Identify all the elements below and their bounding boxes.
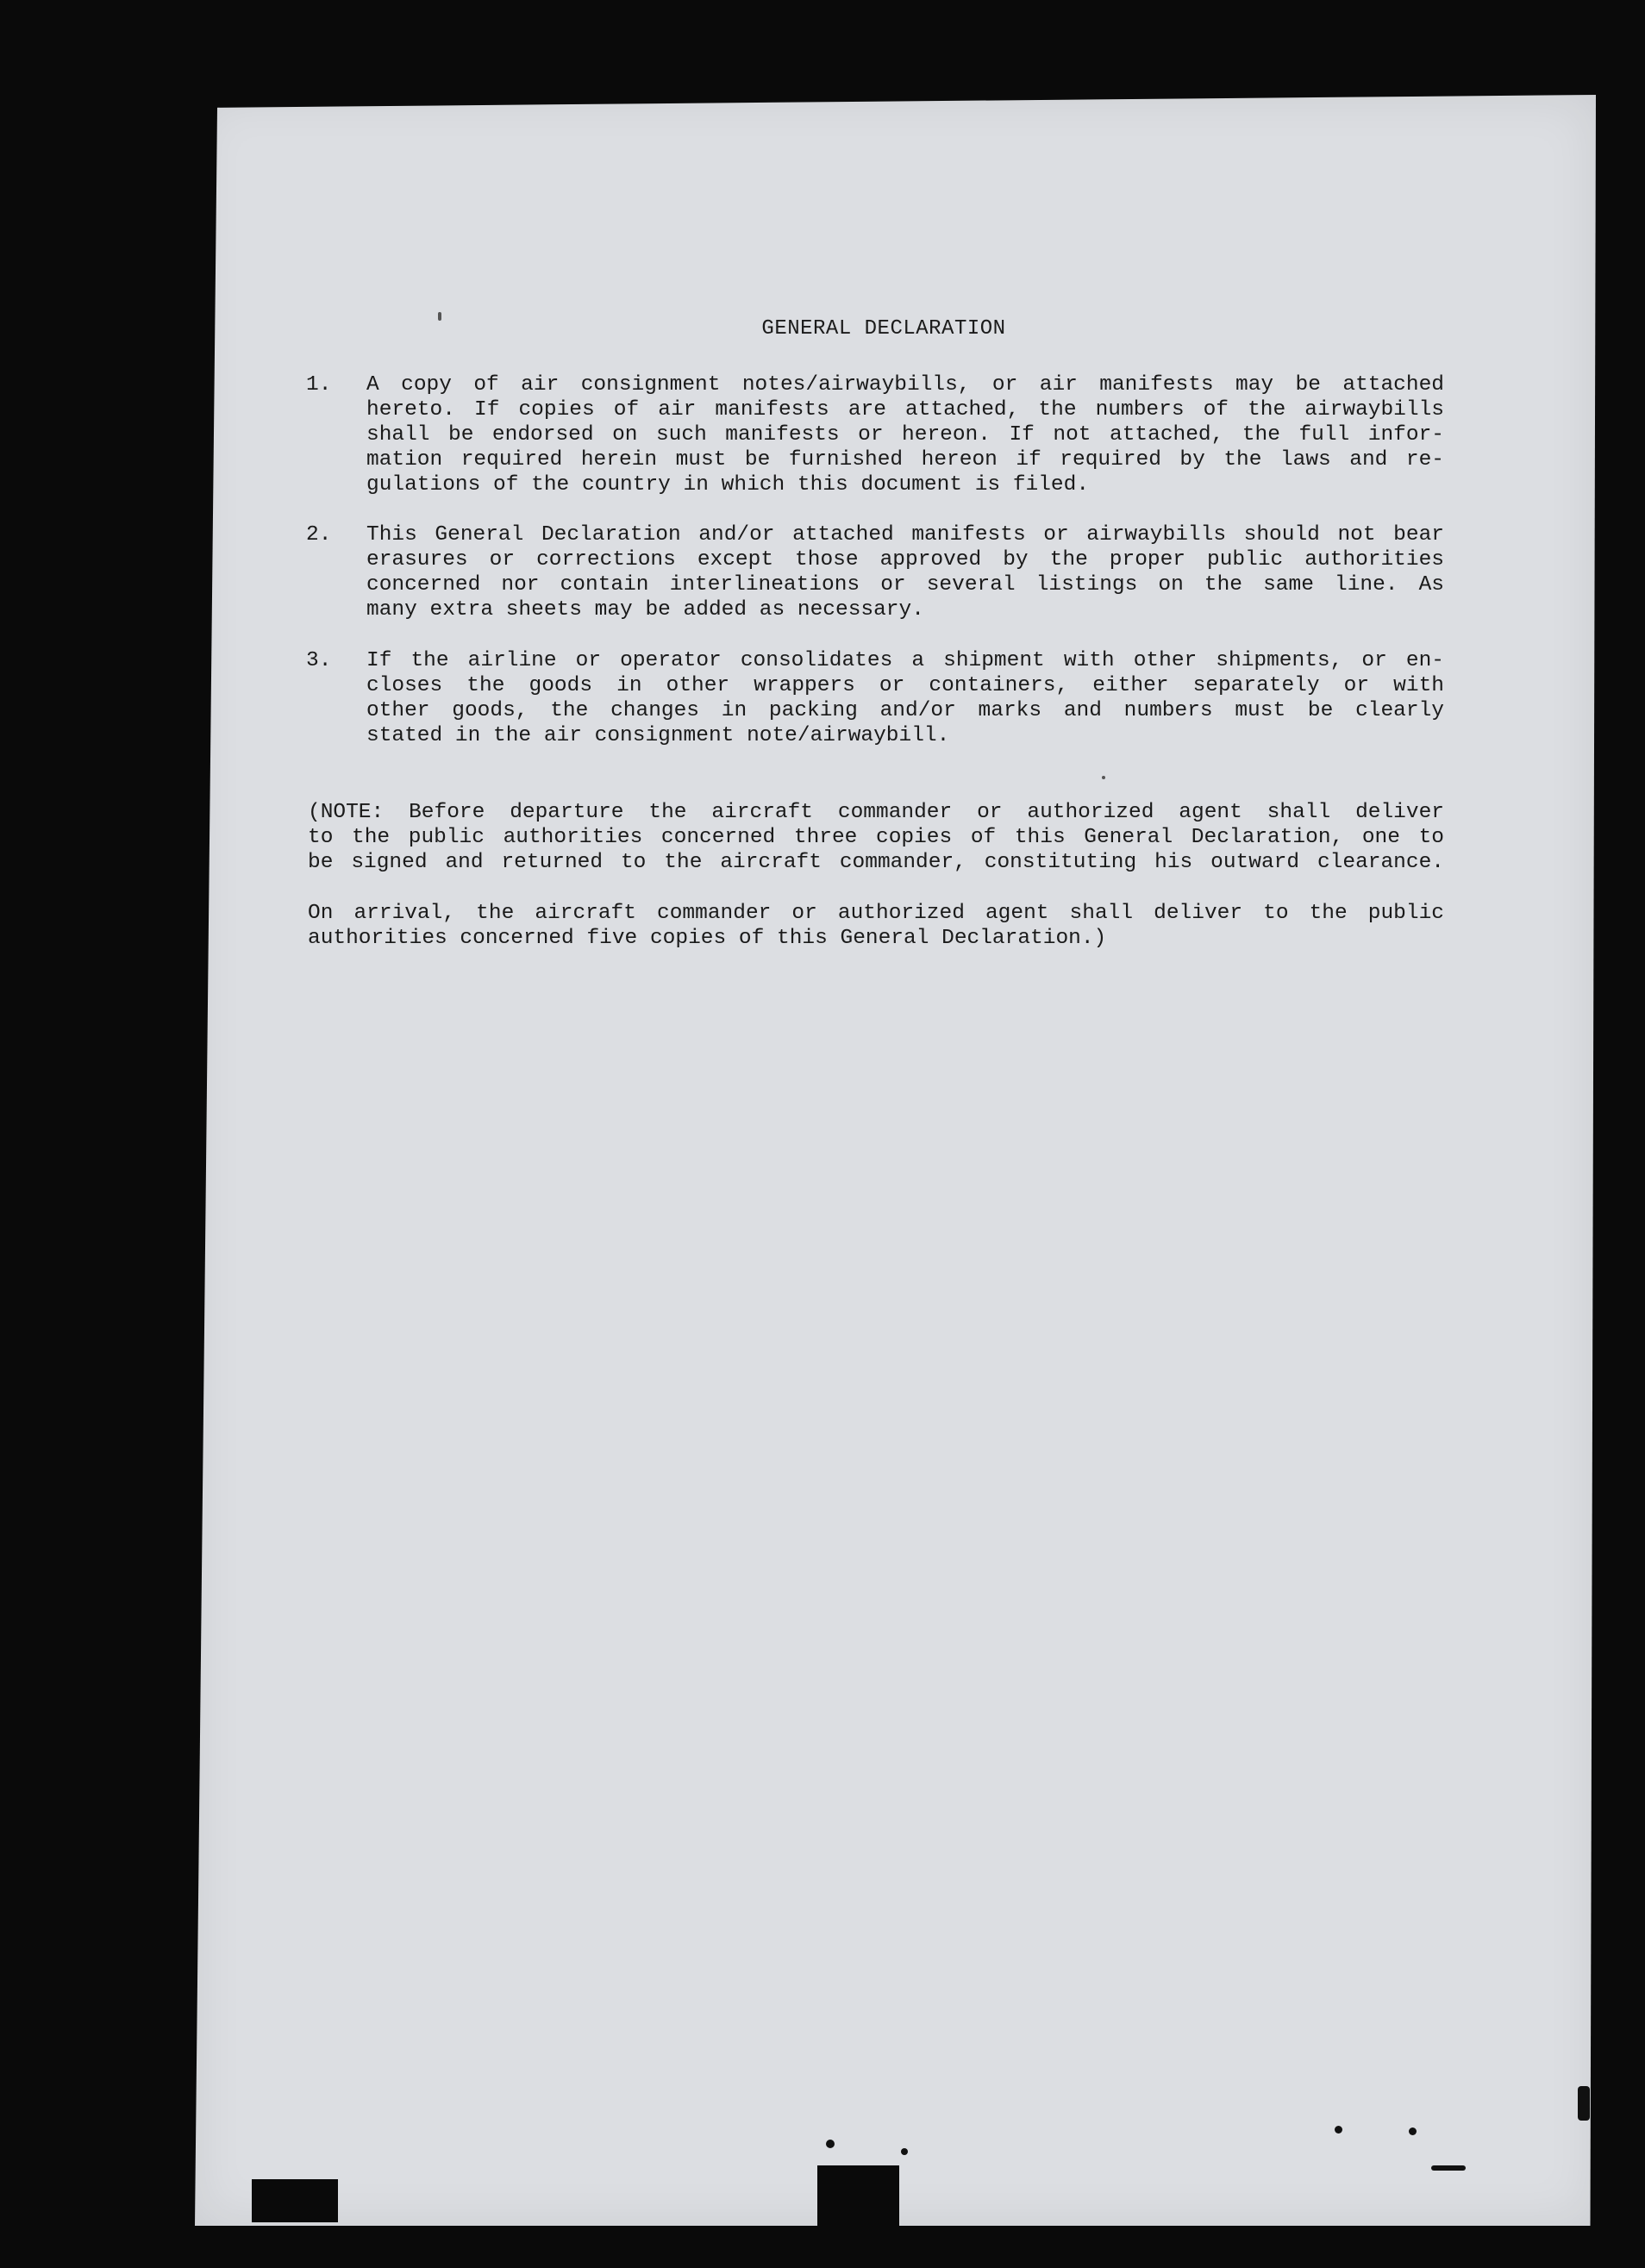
list-item [306,522,1444,622]
item-number: 2. [306,523,332,547]
scan-artifact [252,2179,338,2222]
item-line: If the airline or operator consolidates a shipment with other shipments, or en- [366,649,1444,672]
scan-speck [1335,2126,1342,2134]
item-line: hereto. If copies of air manifests are attached, the numbers of the airwaybills [366,398,1444,422]
item-text [366,522,1444,622]
note-line: authorities concerned five copies of this General Declaration.) [308,927,1107,950]
list-item [306,372,1444,497]
scan-speck [1578,2086,1590,2121]
item-line: A copy of air consignment notes/airwaybills, or air manifests may be attached [366,373,1444,397]
item-line: mation required herein must be furnished hereon if required by the laws and re- [366,448,1444,472]
note-line: (NOTE: Before departure the aircraft commander or authorized agent shall deliver [308,801,1444,824]
item-line: This General Declaration and/or attached manifests or airwaybills should not bear [366,523,1444,547]
scan-speck [1409,2127,1417,2135]
scan-speck [826,2140,835,2148]
note-line: On arrival, the aircraft commander or authorized agent shall deliver to the public [308,902,1444,925]
item-line: closes the goods in other wrappers or containers, either separately or with [366,674,1444,697]
note-line: to the public authorities concerned three copies of this General Declaration, one to [308,826,1444,849]
item-number: 3. [306,649,332,672]
item-line: erasures or corrections except those approved by the proper public authorities [366,548,1444,572]
item-line: other goods, the changes in packing and/or marks and numbers must be clearly [366,699,1444,722]
item-line: shall be endorsed on such manifests or hereon. If not attached, the full infor- [366,423,1444,447]
item-number: 1. [306,373,332,397]
scan-artifact [817,2165,899,2226]
item-line: stated in the air consignment note/airwaybill. [366,724,950,747]
scan-speck [1431,2165,1466,2171]
item-text [366,648,1444,748]
item-line: gulations of the country in which this document is filed. [366,473,1090,497]
item-line: concerned nor contain interlineations or several listings on the same line. As [366,573,1444,597]
item-line: many extra sheets may be added as necessary. [366,598,924,622]
note-paragraph [308,800,1444,875]
note-line: be signed and returned to the aircraft commander, constituting his outward clearance. [308,851,1444,874]
scan-speck [901,2148,908,2155]
list-item [306,648,1444,748]
document-title: GENERAL DECLARATION [761,317,1006,341]
item-text [366,372,1444,497]
scan-speck [438,312,441,321]
note-paragraph [308,901,1444,951]
scan-speck [1102,776,1105,779]
